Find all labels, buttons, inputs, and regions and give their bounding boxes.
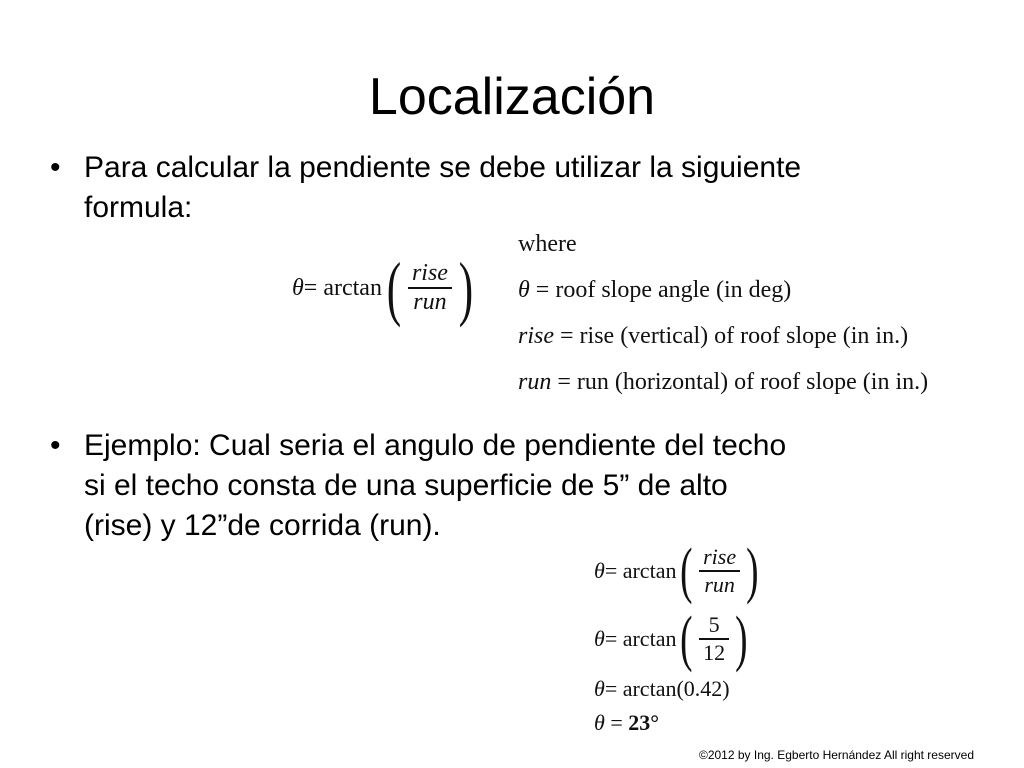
where-label: where bbox=[518, 231, 577, 257]
example-step-3 bbox=[594, 676, 730, 702]
rise-over-run-fraction bbox=[699, 544, 740, 598]
rise-term: rise bbox=[518, 323, 554, 349]
bullet-line: formula: bbox=[84, 191, 193, 224]
left-paren: ( bbox=[680, 605, 693, 673]
bullet-text bbox=[84, 148, 801, 228]
left-paren: ( bbox=[386, 248, 402, 328]
fraction-denominator: run bbox=[413, 289, 447, 315]
rise-over-run-fraction bbox=[408, 260, 452, 316]
fraction-denominator: run bbox=[704, 572, 735, 597]
slide-title: Localización bbox=[368, 68, 656, 126]
bullet-formula bbox=[50, 148, 801, 228]
definition-text: = run (horizontal) of roof slope (in in.) bbox=[551, 369, 929, 395]
theta-definition bbox=[518, 274, 928, 320]
theta-symbol: θ bbox=[594, 626, 605, 651]
fraction-numerator: rise bbox=[703, 544, 737, 569]
ratio-value: (0.42) bbox=[676, 676, 730, 701]
bullet-line: si el techo consta de una superficie de 5” de alto bbox=[84, 469, 728, 502]
bullet-line: Ejemplo: Cual seria el angulo de pendiente del techo bbox=[84, 429, 787, 462]
fraction-numerator: 5 bbox=[708, 612, 720, 637]
example-step-4 bbox=[594, 710, 659, 736]
bullet-dot: • bbox=[50, 429, 61, 462]
bullet-line: (rise) y 12”de corrida (run). bbox=[84, 509, 441, 542]
theta-symbol: θ bbox=[518, 277, 530, 303]
fraction-numerator: rise bbox=[411, 260, 448, 286]
equals-arctan: = arctan bbox=[604, 558, 677, 583]
left-paren: ( bbox=[680, 537, 693, 605]
definition-text: = roof slope angle (in deg) bbox=[529, 277, 792, 303]
equals-sign: = bbox=[604, 710, 629, 735]
right-paren: ) bbox=[746, 537, 759, 605]
definition-text: = rise (vertical) of roof slope (in in.) bbox=[554, 323, 909, 349]
theta-symbol: θ bbox=[594, 710, 605, 735]
copyright-notice: ©2012 by Ing. Egberto Hernández All right reserved bbox=[698, 748, 974, 762]
bullet-example bbox=[50, 426, 786, 546]
bullet-line: Para calcular la pendiente se debe utilizar la siguiente bbox=[84, 151, 802, 184]
rise-definition bbox=[518, 320, 928, 366]
theta-symbol: θ bbox=[292, 274, 304, 301]
formula-definitions bbox=[518, 228, 928, 412]
right-paren: ) bbox=[735, 605, 748, 673]
bullet-text bbox=[84, 426, 786, 546]
angle-result: 23° bbox=[628, 710, 660, 735]
theta-symbol: θ bbox=[594, 676, 605, 701]
equals-arctan: = arctan bbox=[604, 676, 677, 701]
example-step-2 bbox=[594, 605, 752, 673]
fraction-denominator: 12 bbox=[703, 640, 726, 665]
right-paren: ) bbox=[458, 248, 474, 328]
theta-symbol: θ bbox=[594, 558, 605, 583]
run-definition bbox=[518, 366, 928, 412]
slope-formula bbox=[292, 248, 478, 328]
example-step-1 bbox=[594, 537, 763, 605]
equals-arctan: = arctan bbox=[303, 274, 382, 301]
equals-arctan: = arctan bbox=[604, 626, 677, 651]
five-over-twelve-fraction bbox=[699, 612, 729, 666]
run-term: run bbox=[518, 369, 552, 395]
bullet-dot: • bbox=[50, 151, 61, 184]
